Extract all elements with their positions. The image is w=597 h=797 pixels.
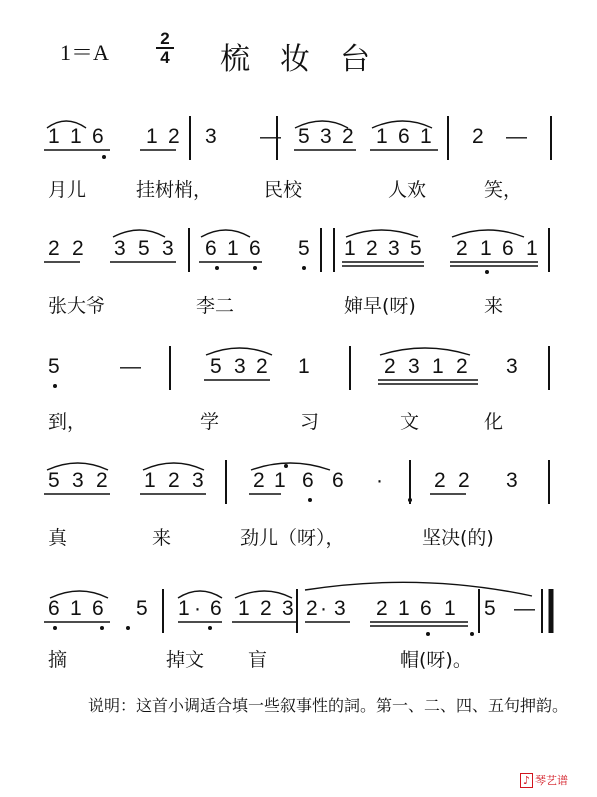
note: 2 bbox=[72, 237, 84, 260]
note: 3 bbox=[72, 469, 84, 492]
lyric: 婶早(呀) bbox=[344, 295, 416, 317]
note: · bbox=[194, 597, 201, 620]
note: 5 bbox=[484, 597, 496, 620]
note: 2 bbox=[256, 355, 268, 378]
lyric: 来 bbox=[152, 527, 172, 549]
note: — bbox=[506, 125, 527, 148]
note: 1 bbox=[70, 125, 82, 148]
note: 6 bbox=[502, 237, 514, 260]
note: 1 bbox=[70, 597, 82, 620]
lyric: 张大爷 bbox=[48, 295, 106, 317]
note: 3 bbox=[334, 597, 346, 620]
note: 1 bbox=[298, 355, 310, 378]
note: 1 bbox=[48, 125, 60, 148]
note: 6 bbox=[398, 125, 410, 148]
lyric: 笑， bbox=[484, 179, 523, 201]
lyric: 月儿 bbox=[48, 179, 87, 201]
lyric: 化 bbox=[484, 411, 504, 433]
lyric: 劲儿（呀）， bbox=[240, 527, 345, 549]
note: 2 bbox=[384, 355, 396, 378]
lyric: 帽(呀)。 bbox=[400, 649, 472, 671]
note: 5 bbox=[48, 469, 60, 492]
lyric: 摘 bbox=[48, 649, 68, 671]
lyric: 文 bbox=[400, 411, 420, 433]
lyric: 来 bbox=[484, 295, 504, 317]
note: 1 bbox=[432, 355, 444, 378]
note: 5 bbox=[298, 237, 310, 260]
watermark-text: 琴艺谱 bbox=[535, 774, 569, 787]
note: — bbox=[514, 597, 535, 620]
note: 2 bbox=[458, 469, 470, 492]
note: 5 bbox=[138, 237, 150, 260]
lyric: 到， bbox=[48, 411, 87, 433]
time-signature-bottom: 4 bbox=[160, 48, 170, 67]
note: 3 bbox=[408, 355, 420, 378]
note: 3 bbox=[388, 237, 400, 260]
lyric: 真 bbox=[48, 527, 68, 549]
note: 2 bbox=[48, 237, 60, 260]
note: · bbox=[376, 469, 383, 492]
note: 3 bbox=[320, 125, 332, 148]
note: 1 bbox=[480, 237, 492, 260]
note: 1 bbox=[444, 597, 456, 620]
note: 6 bbox=[205, 237, 217, 260]
note: 2 bbox=[168, 125, 180, 148]
note: 1 bbox=[398, 597, 410, 620]
note: 6 bbox=[210, 597, 222, 620]
note: 3 bbox=[506, 469, 518, 492]
note: 3 bbox=[234, 355, 246, 378]
lyric: 坚决(的) bbox=[422, 527, 494, 549]
lyric: 学 bbox=[200, 411, 220, 433]
lyric: 掉文 bbox=[166, 649, 205, 671]
note: 5 bbox=[298, 125, 310, 148]
note: 1 bbox=[274, 469, 286, 492]
note: 1 bbox=[227, 237, 239, 260]
music-logo-icon: ♪ bbox=[520, 773, 533, 788]
note: 6 bbox=[420, 597, 432, 620]
note: 5 bbox=[410, 237, 422, 260]
note: 2 bbox=[434, 469, 446, 492]
note: 3 bbox=[114, 237, 126, 260]
time-signature-top: 2 bbox=[156, 30, 174, 49]
lyric: 挂树梢， bbox=[136, 179, 213, 201]
note: 2 bbox=[456, 355, 468, 378]
note: 3 bbox=[205, 125, 217, 148]
note: 1 bbox=[178, 597, 190, 620]
note: 1 bbox=[526, 237, 538, 260]
lyric: 人欢 bbox=[388, 179, 427, 201]
song-title: 梳妆台 bbox=[220, 42, 400, 77]
note: 1 bbox=[376, 125, 388, 148]
note: 1 bbox=[344, 237, 356, 260]
explanatory-note: 说明：这首小调适合填一些叙事性的詞。第一、二、四、五句押韵。 bbox=[88, 696, 569, 715]
note: 1 bbox=[420, 125, 432, 148]
lyric: 李二 bbox=[196, 295, 235, 317]
note: 3 bbox=[506, 355, 518, 378]
note: 6 bbox=[92, 597, 104, 620]
note: 2 bbox=[306, 597, 318, 620]
note: 3 bbox=[282, 597, 294, 620]
note: 3 bbox=[192, 469, 204, 492]
key-signature: 1＝A bbox=[60, 40, 109, 65]
note: 6 bbox=[249, 237, 261, 260]
lyric: 民校 bbox=[264, 179, 303, 201]
note: 1 bbox=[144, 469, 156, 492]
note: 2 bbox=[472, 125, 484, 148]
note: 6 bbox=[302, 469, 314, 492]
lyric: 习 bbox=[300, 411, 320, 433]
note: 2 bbox=[260, 597, 272, 620]
note: 5 bbox=[210, 355, 222, 378]
lyric: 盲 bbox=[248, 649, 268, 671]
note: — bbox=[120, 355, 141, 378]
note: 6 bbox=[48, 597, 60, 620]
note: 2 bbox=[342, 125, 354, 148]
note: 5 bbox=[136, 597, 148, 620]
note: 2 bbox=[376, 597, 388, 620]
watermark bbox=[520, 772, 568, 788]
note: 6 bbox=[92, 125, 104, 148]
note: 1 bbox=[238, 597, 250, 620]
note: 6 bbox=[332, 469, 344, 492]
note: 2 bbox=[456, 237, 468, 260]
note: 1 bbox=[146, 125, 158, 148]
note: 2 bbox=[96, 469, 108, 492]
note: — bbox=[260, 125, 281, 148]
note: 2 bbox=[253, 469, 265, 492]
note: 5 bbox=[48, 355, 60, 378]
note: 3 bbox=[162, 237, 174, 260]
note: 2 bbox=[168, 469, 180, 492]
note: · bbox=[320, 597, 327, 620]
note: 2 bbox=[366, 237, 378, 260]
